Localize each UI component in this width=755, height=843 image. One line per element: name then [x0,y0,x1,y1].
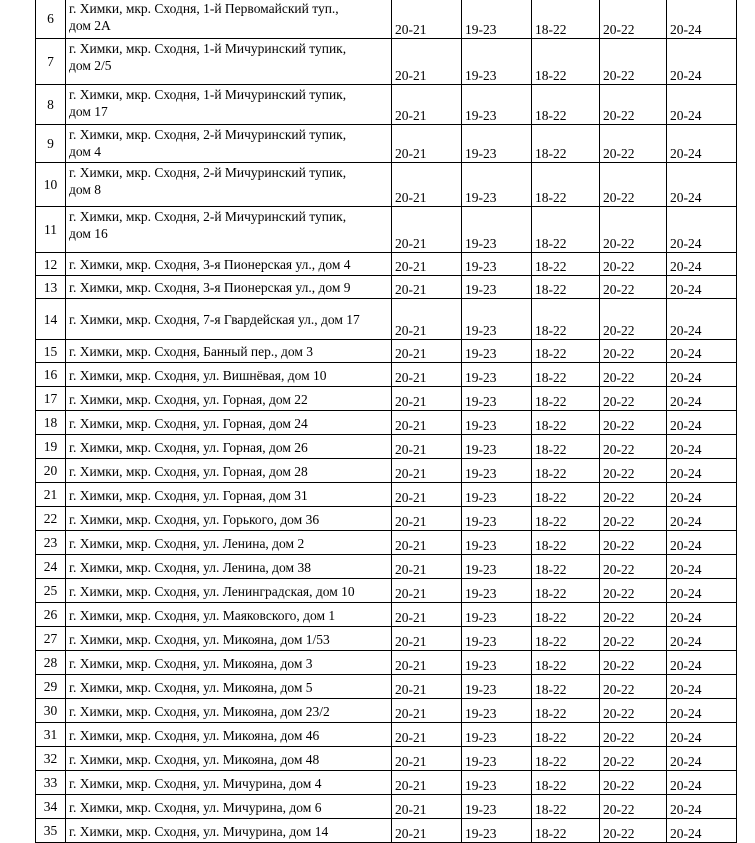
row-number: 34 [36,795,66,819]
table-row [36,579,737,603]
address-line: г. Химки, мкр. Сходня, ул. Горная, дом 22 [69,391,308,407]
time-cell: 20-24 [667,299,737,340]
time-cell: 20-21 [392,675,462,699]
time-cell: 19-23 [462,483,532,507]
time-cell: 20-21 [392,555,462,579]
time-cell: 20-22 [600,163,667,207]
time-cell: 20-22 [600,253,667,276]
time-cell: 20-22 [600,699,667,723]
address-cell [66,435,392,459]
time-cell: 20-22 [600,340,667,363]
address-cell [66,253,392,276]
time-cell: 18-22 [532,651,600,675]
time-cell: 20-24 [667,747,737,771]
time-cell: 18-22 [532,627,600,651]
table-row [36,299,737,340]
time-cell: 20-24 [667,531,737,555]
time-cell: 18-22 [532,163,600,207]
address-cell [66,555,392,579]
time-cell: 20-24 [667,387,737,411]
time-cell: 19-23 [462,411,532,435]
address-line: г. Химки, мкр. Сходня, 2-й Мичуринский тупик, [69,127,347,142]
row-number: 15 [36,340,66,363]
table-row [36,435,737,459]
row-number: 21 [36,483,66,507]
time-cell: 19-23 [462,363,532,387]
row-number: 13 [36,276,66,299]
table-row [36,699,737,723]
time-cell: 20-24 [667,507,737,531]
table-row [36,125,737,163]
time-cell: 18-22 [532,253,600,276]
table-row [36,0,737,39]
address-line: г. Химки, мкр. Сходня, 2-й Мичуринский тупик, [69,165,347,180]
time-cell: 20-21 [392,531,462,555]
time-cell: 19-23 [462,603,532,627]
address-cell [66,459,392,483]
address-line: дом 8 [69,182,102,197]
address-cell [66,651,392,675]
time-cell: 19-23 [462,163,532,207]
time-cell: 19-23 [462,747,532,771]
table-row [36,411,737,435]
table-row [36,771,737,795]
row-number: 27 [36,627,66,651]
time-cell: 20-21 [392,699,462,723]
time-cell: 20-24 [667,795,737,819]
table-row [36,555,737,579]
row-number: 16 [36,363,66,387]
time-cell: 20-21 [392,651,462,675]
address-cell [66,387,392,411]
row-number: 25 [36,579,66,603]
time-cell: 18-22 [532,723,600,747]
address-line: г. Химки, мкр. Сходня, 3-я Пионерская ул., дом 9 [69,280,351,295]
address-line: г. Химки, мкр. Сходня, ул. Мичурина, дом 6 [69,799,322,815]
table-row [36,531,737,555]
time-cell: 20-21 [392,125,462,163]
time-cell: 19-23 [462,579,532,603]
row-number: 24 [36,555,66,579]
address-cell [66,819,392,843]
time-cell: 19-23 [462,0,532,39]
row-number: 22 [36,507,66,531]
table-row [36,651,737,675]
address-line: дом 2/5 [69,58,112,73]
schedule-table [35,0,737,843]
address-line: г. Химки, мкр. Сходня, ул. Микояна, дом 48 [69,751,320,767]
time-cell: 20-22 [600,207,667,253]
address-cell [66,675,392,699]
time-cell: 20-22 [600,276,667,299]
row-number: 17 [36,387,66,411]
time-cell: 18-22 [532,411,600,435]
row-number: 11 [36,207,66,253]
time-cell: 20-21 [392,85,462,125]
time-cell: 20-22 [600,771,667,795]
table-row [36,39,737,85]
address-line: г. Химки, мкр. Сходня, ул. Горная, дом 26 [69,439,308,455]
time-cell: 20-24 [667,85,737,125]
time-cell: 18-22 [532,125,600,163]
time-cell: 20-24 [667,579,737,603]
time-cell: 18-22 [532,363,600,387]
address-line: г. Химки, мкр. Сходня, ул. Ленина, дом 2 [69,535,305,551]
time-cell: 20-22 [600,0,667,39]
time-cell: 20-24 [667,603,737,627]
time-cell: 20-22 [600,411,667,435]
time-cell: 20-24 [667,627,737,651]
time-cell: 20-24 [667,125,737,163]
row-number: 9 [36,125,66,163]
address-line: г. Химки, мкр. Сходня, ул. Ленинградская, дом 10 [69,583,355,599]
time-cell: 18-22 [532,39,600,85]
time-cell: 20-21 [392,435,462,459]
time-cell: 19-23 [462,125,532,163]
time-cell: 20-21 [392,207,462,253]
address-line: г. Химки, мкр. Сходня, ул. Горная, дом 24 [69,415,308,431]
table-row [36,723,737,747]
address-cell [66,483,392,507]
row-number: 10 [36,163,66,207]
table-row [36,747,737,771]
row-number: 26 [36,603,66,627]
table-row [36,207,737,253]
time-cell: 20-24 [667,363,737,387]
address-cell [66,579,392,603]
time-cell: 20-22 [600,507,667,531]
row-number: 18 [36,411,66,435]
address-cell [66,603,392,627]
row-number: 31 [36,723,66,747]
table-row [36,163,737,207]
address-line: г. Химки, мкр. Сходня, ул. Вишнёвая, дом 10 [69,367,327,383]
time-cell: 18-22 [532,459,600,483]
time-cell: 20-21 [392,387,462,411]
row-number: 6 [36,0,66,39]
address-line: дом 2А [69,18,111,33]
time-cell: 20-21 [392,603,462,627]
time-cell: 20-21 [392,363,462,387]
time-cell: 20-22 [600,125,667,163]
time-cell: 20-22 [600,555,667,579]
address-line: г. Химки, мкр. Сходня, ул. Горная, дом 31 [69,487,308,503]
time-cell: 20-21 [392,483,462,507]
time-cell: 20-22 [600,747,667,771]
table-row [36,363,737,387]
time-cell: 20-22 [600,435,667,459]
time-cell: 18-22 [532,483,600,507]
time-cell: 18-22 [532,207,600,253]
time-cell: 20-22 [600,819,667,843]
address-cell [66,0,392,39]
time-cell: 20-22 [600,531,667,555]
time-cell: 20-22 [600,85,667,125]
address-line: г. Химки, мкр. Сходня, ул. Микояна, дом 5 [69,679,313,695]
time-cell: 20-24 [667,723,737,747]
time-cell: 20-21 [392,253,462,276]
address-line: г. Химки, мкр. Сходня, ул. Мичурина, дом 14 [69,823,329,839]
time-cell: 20-24 [667,771,737,795]
time-cell: 20-24 [667,819,737,843]
table-row [36,276,737,299]
address-line: дом 4 [69,144,102,159]
time-cell: 20-22 [600,723,667,747]
time-cell: 20-24 [667,340,737,363]
table-row [36,85,737,125]
row-number: 30 [36,699,66,723]
time-cell: 20-24 [667,555,737,579]
time-cell: 18-22 [532,299,600,340]
row-number: 14 [36,299,66,340]
address-line: дом 17 [69,104,108,119]
time-cell: 20-21 [392,627,462,651]
time-cell: 18-22 [532,531,600,555]
time-cell: 20-24 [667,163,737,207]
time-cell: 20-22 [600,39,667,85]
time-cell: 20-24 [667,276,737,299]
time-cell: 19-23 [462,85,532,125]
time-cell: 18-22 [532,276,600,299]
address-line: г. Химки, мкр. Сходня, ул. Микояна, дом 1/53 [69,631,330,647]
table-row [36,507,737,531]
address-line: г. Химки, мкр. Сходня, 1-й Мичуринский тупик, [69,87,347,102]
row-number: 28 [36,651,66,675]
time-cell: 19-23 [462,771,532,795]
address-cell [66,207,392,253]
time-cell: 18-22 [532,340,600,363]
time-cell: 19-23 [462,675,532,699]
time-cell: 20-21 [392,579,462,603]
time-cell: 18-22 [532,555,600,579]
row-number: 20 [36,459,66,483]
time-cell: 19-23 [462,253,532,276]
table-row [36,795,737,819]
time-cell: 18-22 [532,85,600,125]
row-number: 12 [36,253,66,276]
table-row [36,627,737,651]
address-line: г. Химки, мкр. Сходня, 3-я Пионерская ул., дом 4 [69,257,351,272]
address-line: г. Химки, мкр. Сходня, 1-й Первомайский туп., [69,1,339,16]
time-cell: 20-21 [392,0,462,39]
time-cell: 20-24 [667,435,737,459]
time-cell: 18-22 [532,507,600,531]
time-cell: 20-21 [392,411,462,435]
time-cell: 20-22 [600,579,667,603]
table-row [36,603,737,627]
address-cell [66,125,392,163]
time-cell: 19-23 [462,723,532,747]
address-cell [66,531,392,555]
address-cell [66,723,392,747]
address-line: г. Химки, мкр. Сходня, ул. Маяковского, дом 1 [69,607,336,623]
time-cell: 18-22 [532,795,600,819]
table-row [36,675,737,699]
time-cell: 19-23 [462,39,532,85]
row-number: 29 [36,675,66,699]
time-cell: 20-22 [600,387,667,411]
time-cell: 20-24 [667,411,737,435]
row-number: 19 [36,435,66,459]
address-cell [66,340,392,363]
time-cell: 20-21 [392,459,462,483]
row-number: 32 [36,747,66,771]
time-cell: 20-21 [392,507,462,531]
address-cell [66,85,392,125]
time-cell: 20-22 [600,795,667,819]
address-cell [66,747,392,771]
address-line: г. Химки, мкр. Сходня, ул. Микояна, дом 46 [69,727,320,743]
address-line: г. Химки, мкр. Сходня, ул. Микояна, дом 23/2 [69,703,330,719]
time-cell: 18-22 [532,699,600,723]
time-cell: 20-22 [600,627,667,651]
address-line: г. Химки, мкр. Сходня, ул. Мичурина, дом 4 [69,775,322,791]
time-cell: 19-23 [462,207,532,253]
time-cell: 19-23 [462,699,532,723]
table-row [36,387,737,411]
address-cell [66,771,392,795]
time-cell: 20-24 [667,483,737,507]
row-number: 8 [36,85,66,125]
table-row [36,459,737,483]
time-cell: 18-22 [532,0,600,39]
time-cell: 19-23 [462,627,532,651]
address-line: г. Химки, мкр. Сходня, 1-й Мичуринский тупик, [69,41,347,56]
address-cell [66,163,392,207]
time-cell: 20-24 [667,207,737,253]
time-cell: 19-23 [462,795,532,819]
time-cell: 19-23 [462,340,532,363]
row-number: 7 [36,39,66,85]
table-row [36,483,737,507]
address-cell [66,39,392,85]
address-line: г. Химки, мкр. Сходня, 2-й Мичуринский тупик, [69,209,347,224]
table-row [36,253,737,276]
time-cell: 18-22 [532,675,600,699]
time-cell: 20-21 [392,723,462,747]
time-cell: 20-22 [600,483,667,507]
time-cell: 18-22 [532,603,600,627]
address-line: г. Химки, мкр. Сходня, ул. Микояна, дом 3 [69,655,313,671]
address-line: г. Химки, мкр. Сходня, ул. Ленина, дом 38 [69,559,311,575]
time-cell: 18-22 [532,435,600,459]
time-cell: 20-21 [392,771,462,795]
table-row [36,340,737,363]
time-cell: 20-22 [600,651,667,675]
time-cell: 19-23 [462,435,532,459]
time-cell: 20-22 [600,603,667,627]
time-cell: 20-24 [667,699,737,723]
time-cell: 18-22 [532,819,600,843]
time-cell: 19-23 [462,276,532,299]
time-cell: 20-21 [392,340,462,363]
address-cell [66,363,392,387]
address-cell [66,507,392,531]
time-cell: 19-23 [462,531,532,555]
time-cell: 18-22 [532,771,600,795]
time-cell: 20-24 [667,675,737,699]
time-cell: 20-21 [392,747,462,771]
table-body [36,0,737,843]
time-cell: 20-22 [600,363,667,387]
row-number: 23 [36,531,66,555]
time-cell: 20-24 [667,0,737,39]
time-cell: 20-24 [667,253,737,276]
time-cell: 19-23 [462,507,532,531]
address-line: г. Химки, мкр. Сходня, Банный пер., дом 3 [69,344,314,359]
address-cell [66,411,392,435]
time-cell: 20-21 [392,299,462,340]
address-cell [66,795,392,819]
time-cell: 20-22 [600,459,667,483]
time-cell: 20-22 [600,299,667,340]
time-cell: 18-22 [532,387,600,411]
time-cell: 19-23 [462,299,532,340]
time-cell: 19-23 [462,387,532,411]
time-cell: 19-23 [462,651,532,675]
address-cell [66,699,392,723]
time-cell: 20-24 [667,651,737,675]
time-cell: 20-24 [667,459,737,483]
time-cell: 18-22 [532,579,600,603]
time-cell: 19-23 [462,459,532,483]
address-cell [66,627,392,651]
time-cell: 20-21 [392,795,462,819]
address-line: г. Химки, мкр. Сходня, 7-я Гвардейская ул., дом 17 [69,311,360,327]
address-cell [66,276,392,299]
time-cell: 20-21 [392,39,462,85]
time-cell: 19-23 [462,555,532,579]
row-number: 35 [36,819,66,843]
address-line: дом 16 [69,226,108,241]
row-number: 33 [36,771,66,795]
address-line: г. Химки, мкр. Сходня, ул. Горная, дом 28 [69,463,308,479]
time-cell: 20-24 [667,39,737,85]
time-cell: 20-22 [600,675,667,699]
address-cell [66,299,392,340]
time-cell: 20-21 [392,163,462,207]
time-cell: 18-22 [532,747,600,771]
time-cell: 20-21 [392,819,462,843]
address-line: г. Химки, мкр. Сходня, ул. Горького, дом 36 [69,511,320,527]
time-cell: 19-23 [462,819,532,843]
table-row [36,819,737,843]
time-cell: 20-21 [392,276,462,299]
